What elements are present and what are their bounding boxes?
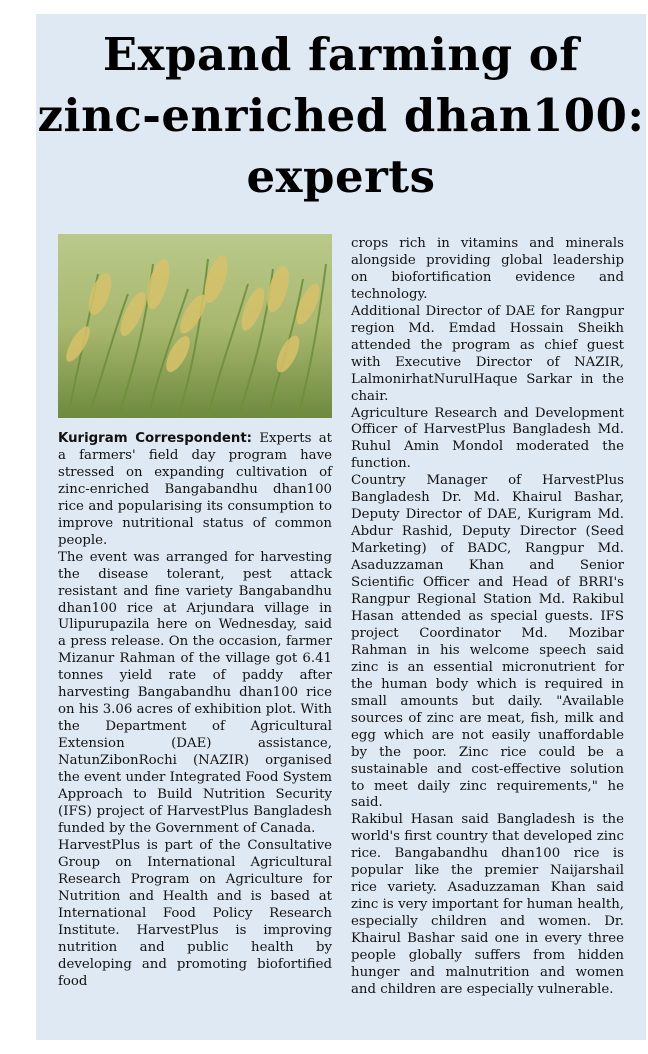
paragraph: crops rich in vitamins and minerals alongside providing global leadership on biofortification evidence and technology. xyxy=(351,236,624,302)
article-column-2 xyxy=(351,236,624,999)
rice-field-illustration xyxy=(58,234,332,418)
paragraph xyxy=(58,431,332,550)
rice-field-photo xyxy=(58,234,332,418)
paragraph: Additional Director of DAE for Rangpur region Md. Emdad Hossain Sheikh attended the program as chief guest with Executive Director of NAZIR, LalmonirhatNurulHaque Sarkar in the chair. xyxy=(351,303,624,404)
paragraph-text: Experts at a farmers' field day program have stressed on expanding cultivation of zinc-enriched Bangabandhu dhan100 rice and popularising its consumption to improve nutritional status of common people. xyxy=(58,431,332,548)
paragraph: Rakibul Hasan said Bangladesh is the world's first country that developed zinc rice. Bangabandhu dhan100 rice is popular like the premier Naijarshail rice variety. Asaduzzaman Khan said zinc is very important for human health, especially children and women. Dr. Khairul Bashar said one in every three people globally suffers from hidden hunger and malnutrition and women and children are especially vulnerable. xyxy=(351,812,624,997)
article-column-1 xyxy=(58,431,332,990)
byline: Kurigram Correspondent: xyxy=(58,431,252,446)
paragraph: HarvestPlus is part of the Consultative Group on International Agricultural Research Program on Agriculture for Nutrition and Health and is based at International Food Policy Research Institute. HarvestPlus is improving nutrition and public health by developing and promoting biofortified food xyxy=(58,837,332,989)
paragraph: Country Manager of HarvestPlus Bangladesh Dr. Md. Khairul Bashar, Deputy Director of DAE, Kurigram Md. Abdur Rashid, Deputy Director (Seed Marketing) of BADC, Rangpur Md. Asaduzzaman Khan and Senior Scientific Officer and Head of BRRI's Rangpur Regional Station Md. Rakibul Hasan attended as special guests. IFS project Coordinator Md. Mozibar Rahman in his welcome speech said zinc is an essential micronutrient for the human body which is required in small amounts but daily. "Available sources of zinc are meat, fish, milk and egg which are not easily unaffordable by the poor. Zinc rice could be a sustainable and cost-effective solution to meet daily zinc requirements," he said. xyxy=(351,473,624,811)
paragraph: Agriculture Research and Development Officer of HarvestPlus Bangladesh Md. Ruhul Amin Mondol moderated the function. xyxy=(351,405,624,472)
paragraph: The event was arranged for harvesting the disease tolerant, pest attack resistant and fine variety Bangabandhu dhan100 rice at Arjundara village in Ulipurupazila here on Wednesday, said a press release. On the occasion, farmer Mizanur Rahman of the village got 6.41 tonnes yield rate of paddy after harvesting Bangabandhu dhan100 rice on his 3.06 acres of exhibition plot. With the Department of Agricultural Extension (DAE) assistance, NatunZibonRochi (NAZIR) organised the event under Integrated Food System Approach to Build Nutrition Security (IFS) project of HarvestPlus Bangladesh funded by the Government of Canada. xyxy=(58,549,332,836)
headline: Expand farming of zinc-enriched dhan100: experts xyxy=(37,28,645,203)
